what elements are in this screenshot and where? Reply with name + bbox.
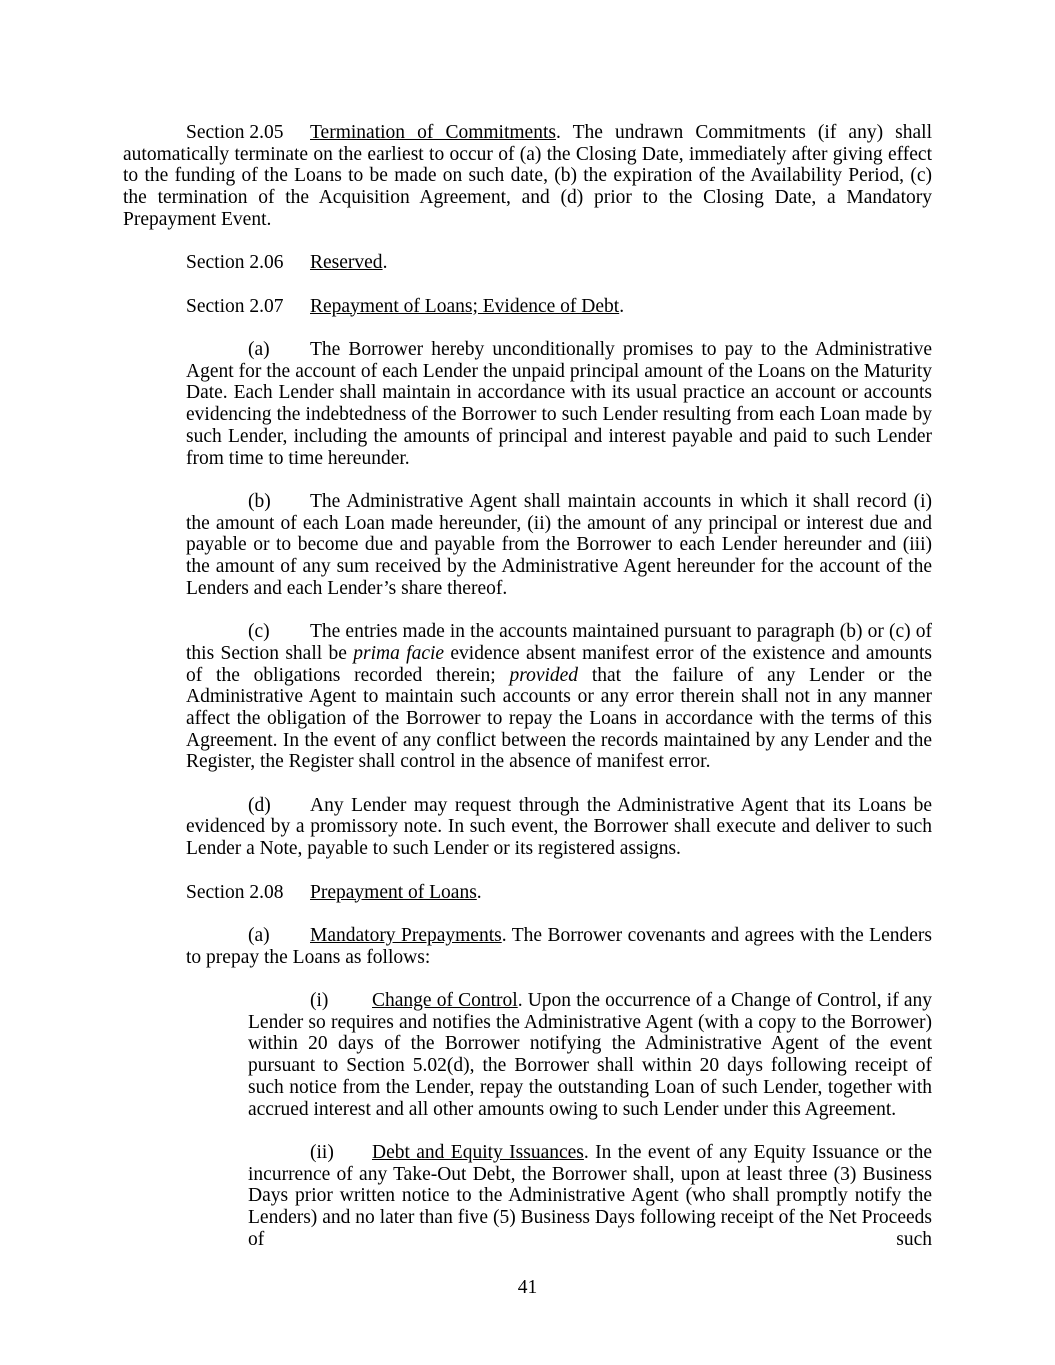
paragraph-2-08-a-title: Mandatory Prepayments — [310, 924, 502, 946]
paragraph-2-07-a-label: (a) — [248, 338, 270, 360]
paragraph-2-07-d — [186, 795, 932, 860]
section-2-08-paragraph — [123, 882, 932, 904]
section-2-08-title: Prepayment of Loans — [310, 881, 477, 903]
paragraph-2-08-a-body: . The Borrower covenants and agrees with the Lenders to prepay the Loans as follows: — [186, 924, 932, 968]
section-2-06-paragraph — [123, 252, 932, 274]
paragraph-2-08-a-label: (a) — [248, 924, 270, 946]
section-2-07-paragraph — [123, 296, 932, 318]
section-2-06-number: Section 2.06 — [186, 252, 284, 274]
section-2-08-number: Section 2.08 — [186, 881, 284, 903]
paragraph-2-07-c-body-2: evidence absent manifest error of the existence and amounts of the obligations recorded therein; — [186, 642, 933, 686]
paragraph-2-07-c-body-1: The entries made in the accounts maintained pursuant to paragraph (b) or (c) of this Section shall be — [186, 621, 932, 664]
paragraph-2-08-a-i-body: . Upon the occurrence of a Change of Control, if any Lender so requires and notifies the Administrative Agent (with a copy to the Borrower) within 20 days of the Borrower notifying the Administrative Agent of the event pursuant to Section 5.02(d), the Borrower shall within 20 days following receipt of such notice from the Lender, repay the outstanding Loan of such Lender, together with accrued interest and all other amounts owing to such Lender under this Agreement. — [248, 989, 932, 1120]
paragraph-2-08-a-i — [248, 990, 932, 1120]
section-2-05-number: Section 2.05 — [186, 122, 284, 143]
section-2-05-title: Termination of Commitments — [310, 122, 556, 143]
section-2-07-title: Repayment of Loans; Evidence of Debt — [310, 295, 620, 317]
paragraph-2-08-a-ii-body: . In the event of any Equity Issuance or the incurrence of any Take-Out Debt, the Borrower shall, upon at least three (3) Business Days prior written notice to the Administrative Agent (who shall promptly notify the Lenders) and no later than five (5) Business Days following receipt of the Net Proceeds of such — [248, 1141, 932, 1250]
paragraph-2-07-c — [186, 621, 932, 773]
paragraph-2-08-a-i-title: Change of Control — [372, 989, 518, 1011]
section-2-08-body: . — [476, 881, 482, 903]
paragraph-2-07-c-italic-provided: provided — [509, 664, 579, 686]
paragraph-2-07-b — [186, 491, 932, 600]
section-2-05-paragraph — [123, 122, 932, 231]
paragraph-2-07-d-body: Any Lender may request through the Administrative Agent that its Loans be evidenced by a promissory note. In such event, the Borrower shall execute and deliver to such Lender a Note, payable to such Lender or its registered assigns. — [186, 794, 932, 860]
paragraph-2-07-a-body: The Borrower hereby unconditionally promises to pay to the Administrative Agent for the account of each Lender the unpaid principal amount of the Loans on the Maturity Date. Each Lender shall maintain in accordance with its usual practice an account or accounts evidencing the indebtedness of the Borrower to such Lender resulting from each Loan made by such Lender, including the amounts of principal and interest payable and paid to such Lender from time to time hereunder. — [186, 338, 932, 469]
paragraph-2-07-b-body: The Administrative Agent shall maintain accounts in which it shall record (i) the amount of each Loan made hereunder, (ii) the amount of any principal or interest due and payable or to become due and payable from the Borrower to each Lender hereunder and (iii) the amount of any sum received by the Administrative Agent hereunder for the account of the Lenders and each Lender’s share thereof. — [186, 490, 932, 599]
section-2-06-body: . — [382, 252, 388, 274]
section-2-07-number: Section 2.07 — [186, 295, 284, 317]
section-2-06-title: Reserved — [310, 252, 383, 274]
section-2-05-body: . The undrawn Commitments (if any) shall automatically terminate on the earliest to occur of (a) the Closing Date, immediately after giving effect to the funding of the Loans to be made on such date, (b) the expiration of the Availability Period, (c) the termination of the Acquisition Agreement, and (d) prior to the Closing Date, a Mandatory Prepayment Event. — [123, 122, 932, 230]
paragraph-2-08-a-ii-title: Debt and Equity Issuances — [372, 1141, 584, 1163]
section-2-07-body: . — [619, 295, 625, 317]
paragraph-2-08-a-i-label: (i) — [310, 989, 329, 1011]
paragraph-2-08-a-ii — [248, 1142, 932, 1251]
paragraph-2-07-d-label: (d) — [248, 794, 271, 816]
page-number: 41 — [517, 1277, 538, 1298]
paragraph-2-07-b-label: (b) — [248, 490, 271, 512]
paragraph-2-08-a — [186, 925, 932, 968]
paragraph-2-07-c-label: (c) — [248, 621, 270, 643]
paragraph-2-07-c-italic-prima-facie: prima facie — [353, 642, 445, 664]
paragraph-2-07-c-body-3: that the failure of any Lender or the Administrative Agent to maintain such accounts or any error therein shall not in any manner affect the obligation of the Borrower to repay the Loans in accordance with the terms of this Agreement. In the event of any conflict between the records maintained by any Lender and the Register, the Register shall control in the absence of manifest error. — [186, 664, 932, 773]
paragraph-2-07-a — [186, 339, 932, 469]
paragraph-2-08-a-ii-label: (ii) — [310, 1141, 334, 1163]
